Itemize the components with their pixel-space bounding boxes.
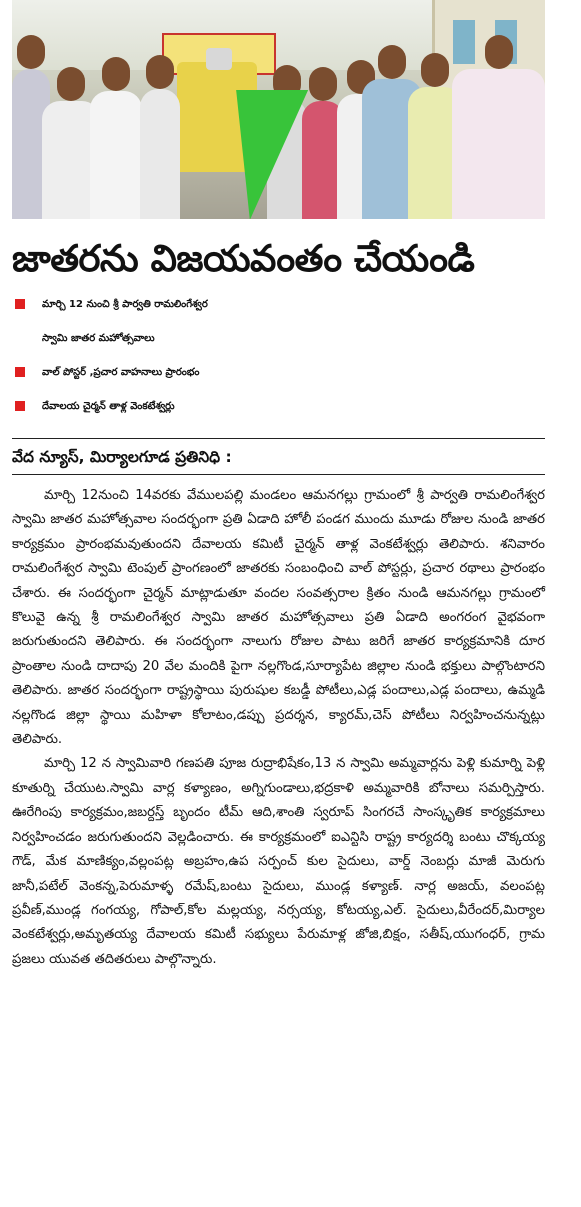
red-square-bullet-icon [15,401,25,411]
news-photo [12,0,545,219]
photo-person [90,91,142,219]
highlight-item [12,288,545,356]
highlight-text: వాల్ పోస్టర్ ,ప్రచార వాహనాలు ప్రారంభం [42,367,200,378]
highlight-text: దేవాలయ చైర్మన్ తాళ్ల వెంకటేశ్వర్లు [42,401,175,412]
article-paragraph: మార్చి 12 న స్వామివారి గణపతి పూజ రుద్రాభిషేకం,13 న స్వామి అమ్మవార్లను పెళ్లి కుమార్ని పెళ్లి కూతుర్ని చేయుట.స్వామి వార్ల కళ్యాణం, అగ్నిగుండాలు,భద్రకాళి అమ్మవారికి బోనాలు సమర్పిస్తారు. ఊరేగింపు కార్యక్రమం,జబర్దస్త్ బృందం టీమ్ ఆది,శాంతి స్వరూప్ సింగరచే సాంస్కృతిక కార్యక్రమాలు నిర్వహించడం జరుగుతుందని వెల్లడించారు. ఈ కార్యక్రమంలో ఐఎన్టిసి రాష్ట్ర కార్యదర్శి బంటు చొక్కయ్య గౌడ్, మేక మాణిక్యం,వల్లంపట్ల అబ్రహం,ఉప సర్పంచ్ కుల సైదులు, వార్డ్ నెంబర్లు మాజీ మెరుగు జానీ,పటేల్ వెంకన్న,పెరుమాళ్ళ రమేష్,బంటు సైదులు, ముండ్ల కళ్యాణ్. నార్ల అజయ్, వలంపట్ల ప్రవీణ్,ముండ్ల గంగయ్య, గోపాల్,కోల మల్లయ్య, నర్సయ్య, కోటయ్య,ఎల్. సైదులు,వీరేందర్,మిర్యాల వెంకటేశ్వర్లు,అమృతయ్య దేవాలయ కమిటీ సభ్యులు పేరుమాళ్ల జోజి,బిక్షం, సతీష్,యుగంధర్, గ్రామ ప్రజలు యువత తదితరులు పాల్గొన్నారు. [12,756,545,967]
highlight-item [12,356,545,390]
divider [12,438,545,439]
highlight-text: స్వామి జాతర మహోత్సవాలు [42,333,155,344]
highlight-text: మార్చి 12 నుంచి శ్రీ పార్వతి రామలింగేశ్వర [42,299,208,310]
article-paragraph: మార్చి 12నుంచి 14వరకు వేములపల్లి మండలం ఆమనగల్లు గ్రామంలో శ్రీ పార్వతి రామలింగేశ్వర స్వామి జాతర మహోత్సవాల సందర్భంగా ప్రతి ఏడాది హోలీ పండగ ముందు మూడు రోజుల నుండి జాతర కార్యక్రమం ప్రారంభమవుతుందని దేవాలయ కమిటీ చైర్మన్ తాళ్ల వెంకటేశ్వర్లు తెలిపారు. శనివారం రామలింగేశ్వర స్వామి టెంపుల్ ప్రాంగణంలో జాతరకు సంబంధించి వాల్ పోస్టర్లు, ప్రచార రథాలు ప్రారంభం చేశారు. ఈ సందర్భంగా చైర్మన్ మాట్లాడుతూ వందల సంవత్సరాల క్రితం నుండి ఆమనగల్లు గ్రామంలో కొలువై ఉన్న శ్రీ రామలింగేశ్వర స్వామి జాతర మహోత్సవాలు ప్రతి ఏడాది అంగరంగ వైభవంగా జరుగుతుందని తెలిపారు. ఈ సందర్భంగా నాలుగు రోజుల పాటు జరిగే జాతర కార్యక్రమానికి దూర ప్రాంతాల నుండి దాదాపు 20 వేల మందికి పైగా నల్లగొండ,సూర్యాపేట జిల్లాల నుండి భక్తులు పాల్గొంటారని తెలిపారు. జాతర సందర్భంగా రాష్ట్రస్థాయి పురుషుల కబడ్డీ పోటీలు,ఎడ్ల పందాలు,ఎడ్ల పందాలు, ఉమ్మడి నల్లగొండ జిల్లా స్థాయి మహిళా కోలాటం,డప్పు ప్రదర్శన, క్యారమ్,చెస్ పోటీలు నిర్వహించనున్నట్లు తెలిపారు. [12,488,545,748]
photo-person [452,69,545,219]
highlight-item [12,390,545,424]
highlights-list [12,288,545,424]
headline: జాతరను విజయవంతం చేయండి [12,237,475,280]
photo-window [453,20,475,64]
article-body [12,484,545,972]
red-square-bullet-icon [15,367,25,377]
photo-loudspeaker [206,48,232,70]
divider [12,474,545,475]
red-square-bullet-icon [15,299,25,309]
photo-person [140,89,180,219]
dateline: వేద న్యూస్, మిర్యాలగూడ ప్రతినిధి : [12,448,232,466]
